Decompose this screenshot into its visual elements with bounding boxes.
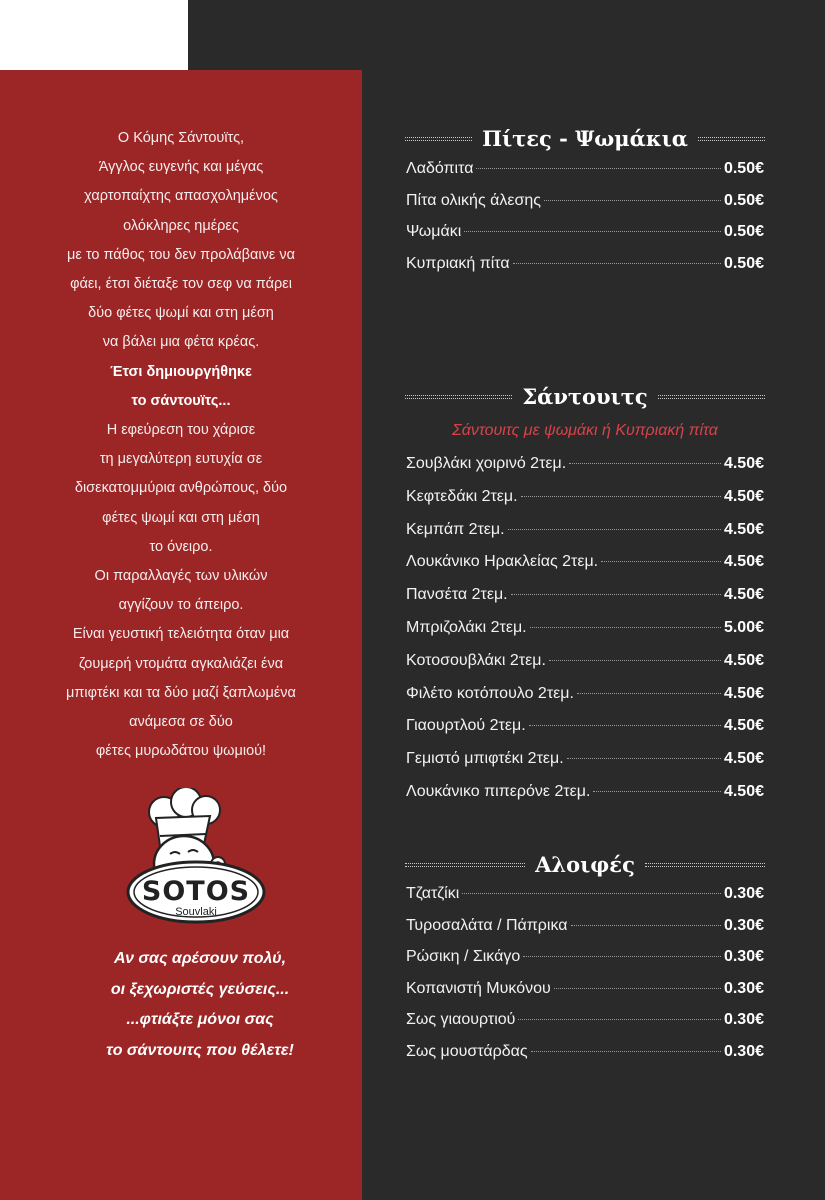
menu-item [406,586,764,619]
menu-item [406,980,764,1012]
section-title-aloifes [405,852,765,877]
menu-item [406,685,764,718]
menu-item-name: Ψωμάκι [406,223,462,240]
menu-item [406,192,764,224]
menu-item-price: 4.50€ [723,487,764,505]
section-title-sandwich [405,384,765,409]
leader-dots [462,893,721,894]
menu-item-name: Γεμιστό μπιφτέκι 2τεμ. [406,750,564,768]
menu-item [406,1011,764,1043]
menu-item [406,160,764,192]
leader-dots [577,693,721,694]
story-line: Έτσι δημιουργήθηκε [110,363,252,380]
menu-item-name: Τζατζίκι [406,885,460,902]
menu-item-price: 5.00€ [723,618,764,636]
menu-item-name: Πίτα ολικής άλεσης [406,191,541,209]
story-line: φέτες ψωμί και στη μέση [102,509,260,526]
menu-item-name: Λαδόπιτα [406,160,474,177]
story-line: δύο φέτες ψωμί και στη μέση [88,305,274,322]
story-line: ζουμερή ντομάτα αγκαλιάζει ένα [78,655,284,672]
leader-dots [513,263,721,264]
story-line: ολόκληρες ημέρες [123,217,239,234]
menu-item-price: 0.30€ [723,979,764,997]
leader-dots [523,956,721,957]
menu-item-name: Σως γιαουρτιού [406,1011,516,1028]
title-rule-right [658,395,765,399]
menu-list-aloifes [406,885,764,1074]
menu-item-name: Λουκάνικο Ηρακλείας 2τεμ. [406,553,599,571]
story-line: τη μεγαλύτερη ευτυχία σε [99,451,263,468]
story-line: το σάντουϊτς... [131,392,231,409]
menu-item [406,652,764,685]
menu-item-name: Κεμπάπ 2τεμ. [406,520,505,538]
section-title-text: Αλοιφές [535,852,635,877]
story-line: χαρτοπαίχτης απασχολημένος [84,188,278,205]
menu-item [406,717,764,750]
title-rule-left [405,137,472,141]
menu-item-price: 4.50€ [723,520,764,538]
menu-item-price: 0.30€ [723,1042,764,1060]
story-line: Ο Κόμης Σάντουϊτς, [117,130,245,146]
leader-dots [529,725,721,726]
section-title-pites [405,126,765,151]
menu-list-pites [406,160,764,286]
menu-item [406,619,764,652]
menu-item-name: Ρώσικη / Σικάγο [406,948,521,965]
title-rule-right [645,863,765,867]
menu-item-price: 0.30€ [723,1011,764,1028]
menu-item [406,521,764,554]
leader-dots [476,168,721,169]
section-title-text: Σάντουιτς [522,384,648,409]
leader-dots [554,988,721,989]
logo-brand: SOTOS [141,876,251,907]
menu-item-name: Κοπανιστή Μυκόνου [406,979,551,997]
menu-item [406,553,764,586]
menu-item-price: 0.50€ [723,160,764,177]
menu-item-name: Κεφτεδάκι 2τεμ. [406,487,518,505]
title-rule-left [405,863,525,867]
story-line: μπιφτέκι και τα δύο μαζί ξαπλωμένα [66,684,296,701]
menu-item-price: 0.30€ [723,948,764,965]
menu-item-price: 0.30€ [723,916,764,934]
menu-item-price: 0.50€ [723,223,764,240]
sotos-logo [126,788,266,928]
menu-item [406,1043,764,1075]
slogan-line: ...φτιάξτε μόνοι σας [126,1011,274,1028]
menu-item-price: 0.50€ [723,254,764,272]
menu-item-price: 4.50€ [723,586,764,604]
story-line: να βάλει μια φέτα κρέας. [102,334,260,351]
menu-item [406,488,764,521]
menu-item-name: Κυπριακή πίτα [406,254,510,272]
story-line: φάει, έτσι διέταξε τον σεφ να πάρει [70,276,292,293]
menu-item-price: 4.50€ [723,684,764,702]
menu-item-name: Σουβλάκι χοιρινό 2τεμ. [406,455,567,472]
menu-item [406,750,764,783]
leader-dots [511,594,721,595]
menu-item-name: Κοτοσουβλάκι 2τεμ. [406,651,546,669]
menu-item [406,455,764,488]
story-line: με το πάθος του δεν προλάβαινε να [67,246,295,263]
leader-dots [464,231,721,232]
leader-dots [521,496,721,497]
menu-item [406,783,764,816]
story-line: αγγίζουν το άπειρο. [118,597,244,614]
story-line: Είναι γευστική τελειότητα όταν μια [72,626,290,643]
title-rule-left [405,395,512,399]
menu-item [406,255,764,287]
slogan-line: το σάντουιτς που θέλετε! [106,1041,294,1059]
story-line: δισεκατομμύρια ανθρώπους, δύο [74,480,288,497]
menu-item-price: 4.50€ [723,553,764,571]
leader-dots [549,660,721,661]
slogan-line: Αν σας αρέσουν πολύ, [113,950,287,967]
menu-item-price: 0.50€ [723,191,764,209]
leader-dots [571,925,721,926]
menu-item [406,948,764,980]
slogan [0,944,400,1066]
story-text [0,124,362,766]
title-rule-right [698,137,765,141]
menu-item-name: Λουκάνικο πιπερόνε 2τεμ. [406,782,591,800]
menu-item-name: Φιλέτο κοτόπουλο 2τεμ. [406,684,574,702]
story-line: ανάμεσα σε δύο [129,714,233,731]
menu-item-price: 4.50€ [723,750,764,768]
section-title-text: Πίτες - Ψωμάκια [482,126,688,151]
menu-item [406,917,764,949]
story-line: το όνειρο. [149,538,213,555]
story-line: Η εφεύρεση του χάρισε [106,422,256,439]
menu-item [406,223,764,255]
menu-item-price: 4.50€ [723,455,764,472]
logo-subtitle: Souvlaki [175,906,217,918]
menu-item-name: Μπριζολάκι 2τεμ. [406,618,527,636]
leader-dots [518,1019,721,1020]
story-line: Άγγλος ευγενής και μέγας [98,159,264,176]
menu-item-price: 4.50€ [723,782,764,800]
leader-dots [601,561,721,562]
menu-item-name: Τυροσαλάτα / Πάπρικα [406,916,568,934]
leader-dots [508,529,721,530]
leader-dots [530,627,721,628]
menu-item-price: 4.50€ [723,651,764,669]
menu-item-name: Σως μουστάρδας [406,1042,528,1060]
leader-dots [531,1051,721,1052]
leader-dots [567,758,721,759]
story-line: φέτες μυρωδάτου ψωμιού! [95,743,267,760]
menu-item [406,885,764,917]
leader-dots [569,463,721,464]
menu-list-sandwich [406,455,764,816]
menu-item-price: 0.30€ [723,885,764,902]
menu-item-price: 4.50€ [723,717,764,735]
leader-dots [593,791,721,792]
leader-dots [544,200,721,201]
menu-item-name: Γιαουρτλού 2τεμ. [406,717,526,735]
story-line: Οι παραλλαγές των υλικών [94,568,268,585]
sandwich-subtitle: Σάντουιτς με ψωμάκι ή Κυπριακή πίτα [452,422,718,439]
slogan-line: οι ξεχωριστές γεύσεις... [110,980,290,998]
menu-item-name: Πανσέτα 2τεμ. [406,586,508,604]
